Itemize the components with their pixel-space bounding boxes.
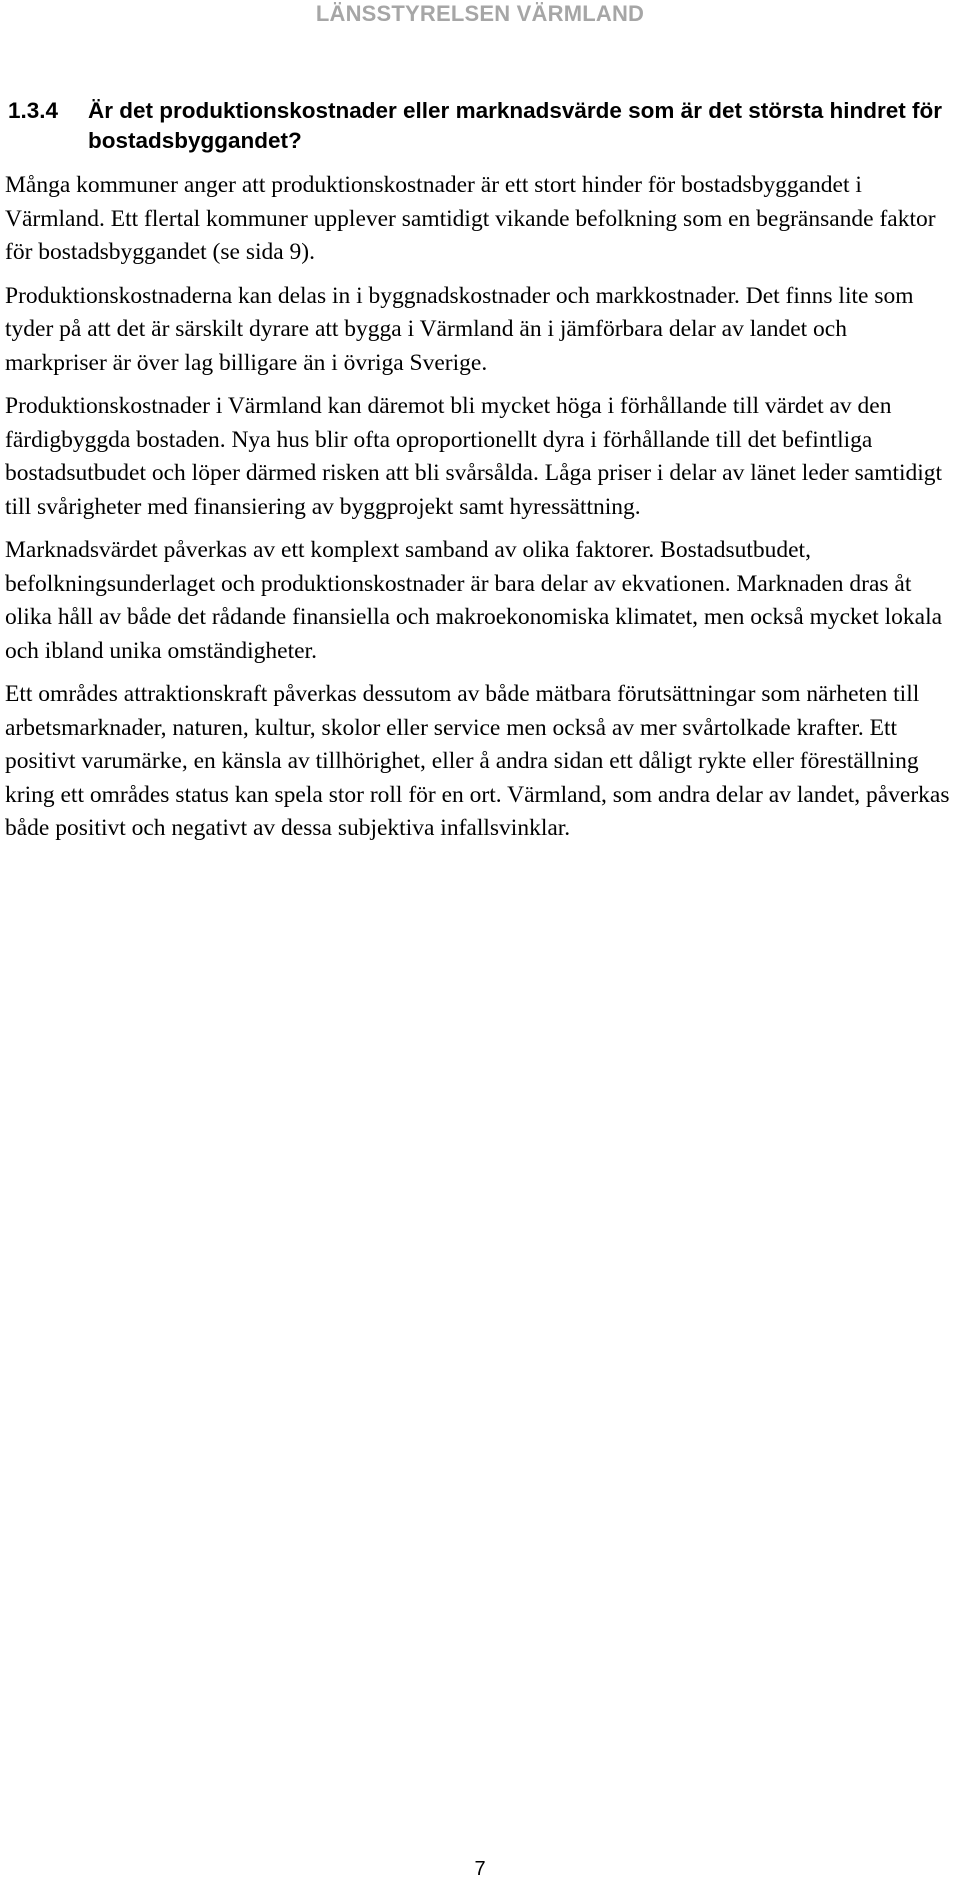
paragraph-1: Många kommuner anger att produktionskostnader är ett stort hinder för bostadsbyggandet i Värmland. Ett flertal kommuner upplever samtidigt vikande befolkning som en begränsande faktor för bostadsbyggandet (se sida 9). xyxy=(5,172,936,265)
paragraph-2: Produktionskostnaderna kan delas in i byggnadskostnader och markkostnader. Det finns lite som tyder på att det är särskilt dyrare att bygga i Värmland än i jämförbara delar av landet och markpriser är över lag billigare än i övriga Sverige. xyxy=(5,282,914,376)
page-number: 7 xyxy=(474,1858,486,1880)
running-header: LÄNSSTYRELSEN VÄRMLAND xyxy=(315,1,645,26)
section-title: Är det produktionskostnader eller marknadsvärde som är det största hindret för bostadsbyggandet? xyxy=(88,98,942,153)
paragraph-5: Ett områdes attraktionskraft påverkas dessutom av både mätbara förutsättningar som närheten till arbetsmarknader, naturen, kultur, skolor eller service men också av mer svårtolkade krafter. Ett positivt varumärke, en känsla av tillhörighet, eller å andra sidan ett dåligt rykte eller föreställning kring ett områdes status kan spela stor roll för en ort. Värmland, som andra delar av landet, påverkas både positivt och negativt av dessa subjektiva infallsvinklar. xyxy=(5,681,950,841)
section-number: 1.3.4 xyxy=(8,98,59,123)
paragraph-4: Marknadsvärdet påverkas av ett komplext samband av olika faktorer. Bostadsutbudet, befolkningsunderlaget och produktionskostnader är bara delar av ekvationen. Marknaden dras åt olika håll av både det rådande finansiella och makroekonomiska klimatet, men också mycket lokala och ibland unika omständigheter. xyxy=(5,537,943,664)
body-text xyxy=(5,169,953,856)
section-heading xyxy=(8,96,960,156)
paragraph-3: Produktionskostnader i Värmland kan däremot bli mycket höga i förhållande till värdet av den färdigbyggda bostaden. Nya hus blir ofta oproportionellt dyra i förhållande till det befintliga bostadsutbudet och löper därmed risken att bli svårsålda. Låga priser i delar av länet leder samtidigt till svårigheter med finansiering av byggprojekt samt hyressättning. xyxy=(5,393,943,520)
